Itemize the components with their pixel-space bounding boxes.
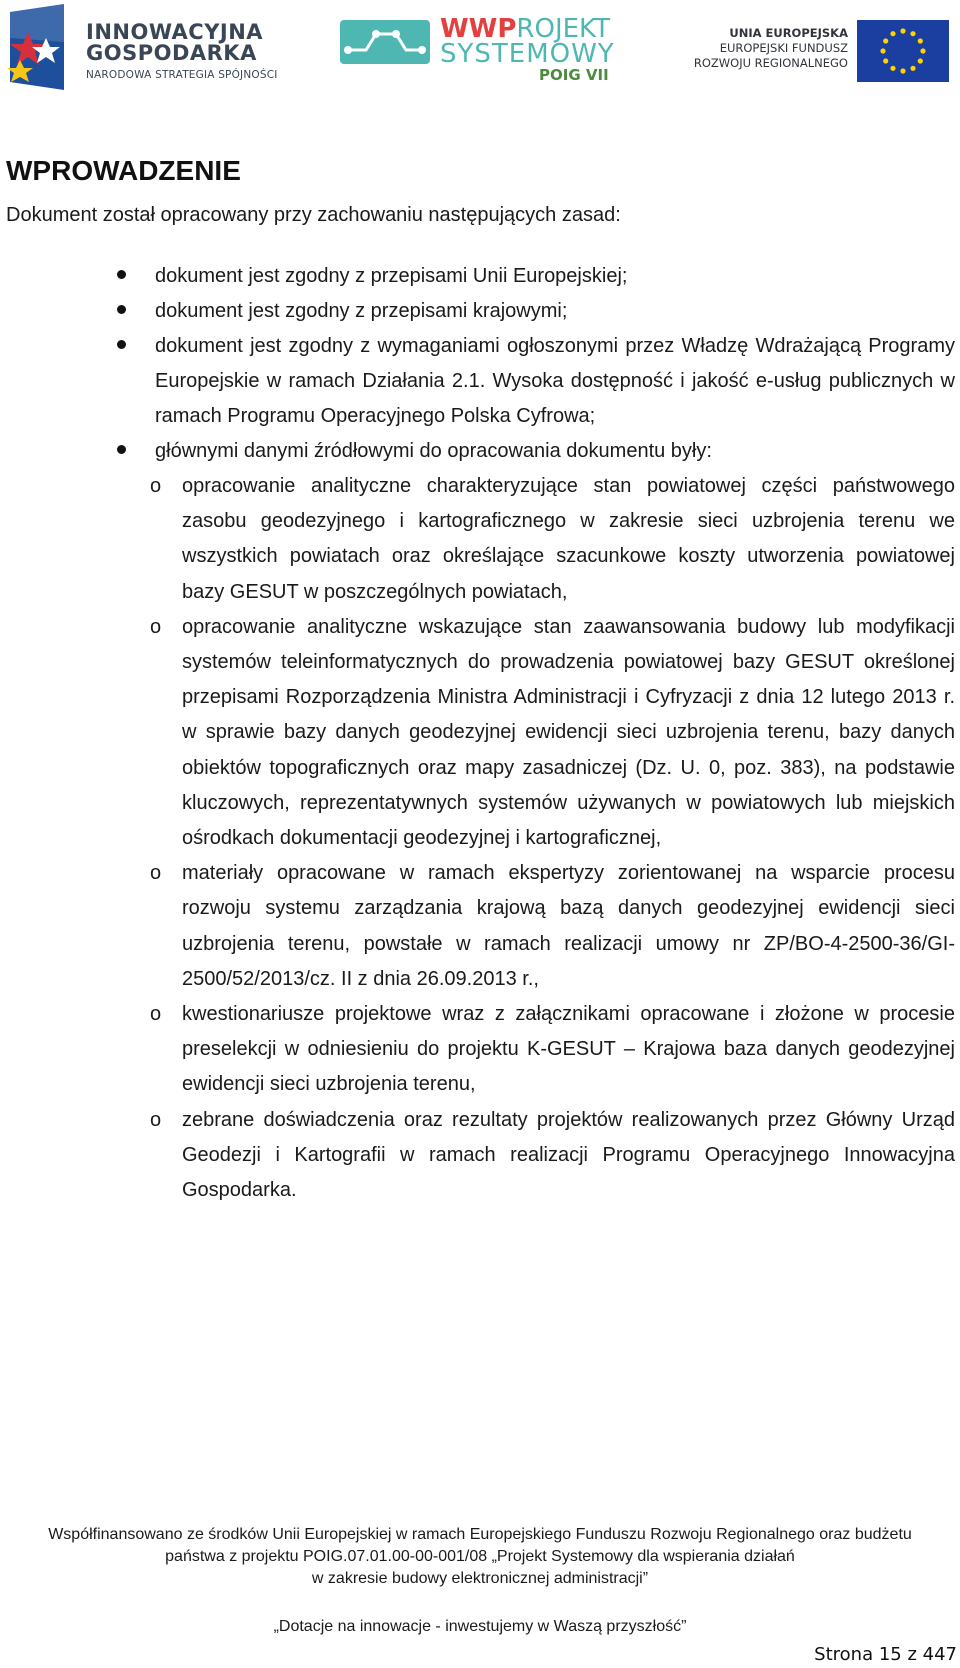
sublist-item: [0, 997, 960, 1103]
wwp-logo-line3: POIG VII: [539, 66, 609, 84]
sublist-item-text: opracowanie analityczne charakteryzujące stan powiatowej części państwowego zasobu geodezyjnego i kartograficznego w zakresie sieci uzbrojenia terenu we wszystkich powiatach oraz określające szacunkowe koszty utworzenia powiatowej bazy GESUT w poszczególnych powiatach,: [182, 475, 955, 603]
sublist-marker: o: [150, 862, 162, 885]
sublist-item-text: opracowanie analityczne wskazujące stan zaawansowania budowy lub modyfikacji systemów teleinformatycznych do prowadzenia powiatowej bazy GESUT określonej przepisami Rozporządzenia Ministra Administracji i Cyfryzacji z dnia 12 lutego 2013 r. w sprawie bazy danych geodezyjnej ewidencji sieci uzbrojenia terenu, bazy danych obiektów topograficznych oraz mapy zasadniczej (Dz. U. 0, poz. 383), na podstawie kluczowych, reprezentatywnych systemów używanych w powiatowych lub miejskich ośrodkach dokumentacji geodezyjnej i kartograficznej,: [182, 615, 955, 850]
bullet-icon: [117, 340, 126, 349]
eu-flag-icon: [857, 20, 949, 82]
section-title: WPROWADZENIE: [6, 155, 241, 186]
wwp-projekt-systemowy-logo: [340, 16, 640, 86]
sublist-marker: o: [150, 475, 162, 497]
wwp-logo-line2: SYSTEMOWY: [440, 39, 615, 69]
sublist-item: [0, 1103, 960, 1209]
innowacyjna-gospodarka-flag-icon: [6, 2, 68, 92]
intro-paragraph: Dokument został opracowany przy zachowaniu następujących zasad:: [6, 204, 621, 226]
footer-slogan: „Dotacje na innowacje - inwestujemy w Waszą przyszłość”: [273, 1618, 687, 1635]
wwp-logo-red-text: WWP: [440, 14, 517, 44]
sublist-item: [0, 469, 960, 610]
sublist-item-text: materiały opracowane w ramach ekspertyzy zorientowanej na wsparcie procesu rozwoju systemu zarządzania krajową bazą danych geodezyjnej ewidencji sieci uzbrojenia terenu, powstałe w ramach realizacji umowy nr ZP/BO-4-2500-36/GI-2500/52/2013/cz. II z dnia 26.09.2013 r.,: [182, 862, 955, 990]
footer-line3: w zakresie budowy elektronicznej administracji”: [311, 1570, 649, 1587]
sublist-item-text: kwestionariusze projektowe wraz z załącznikami opracowane i złożone w procesie preselekcji w odniesieniu do projektu K-GESUT – Krajowa baza danych geodezyjnej ewidencji sieci uzbrojenia terenu,: [182, 1003, 955, 1096]
page-header: [0, 0, 960, 100]
list-item-text: głównymi danymi źródłowymi do opracowania dokumentu były:: [155, 440, 712, 462]
bullet-icon: [117, 305, 126, 314]
principles-list: [0, 259, 960, 1208]
list-item: [0, 259, 960, 294]
sublist-item: [0, 856, 960, 997]
list-item: [0, 434, 960, 469]
sublist-item-text: zebrane doświadczenia oraz rezultaty projektów realizowanych przez Główny Urząd Geodezji i Kartografii w ramach realizacji Programu Operacyjnego Innowacyjna Gospodarka.: [182, 1108, 955, 1202]
list-item: [0, 329, 960, 434]
sublist-marker: o: [150, 615, 162, 638]
ig-logo-line3: NARODOWA STRATEGIA SPÓJNOŚCI: [86, 69, 278, 81]
footer-line1: Współfinansowano ze środków Unii Europejskiej w ramach Europejskiego Funduszu Rozwoju Regionalnego oraz budżetu: [48, 1526, 912, 1543]
unia-europejska-logo: [693, 20, 953, 84]
footer-line2: państwa z projektu POIG.07.01.00-00-001/08 „Projekt Systemowy dla wspierania działań: [165, 1548, 795, 1565]
page-number: Strona 15 z 447: [814, 1644, 957, 1665]
eu-logo-line3: ROZWOJU REGIONALNEGO: [693, 56, 848, 70]
innowacyjna-gospodarka-logo: [6, 2, 286, 92]
eu-logo-line1: UNIA EUROPEJSKA: [729, 26, 848, 40]
ig-logo-line1: INNOWACYJNA: [86, 20, 264, 44]
wwp-logo-teal-text: ROJEKT: [516, 14, 610, 44]
list-item-text: dokument jest zgodny z przepisami krajowymi;: [155, 300, 568, 322]
sublist-item: [0, 610, 960, 856]
bullet-icon: [117, 445, 126, 454]
ig-logo-line2: GOSPODARKA: [86, 41, 257, 65]
eu-logo-line2: EUROPEJSKI FUNDUSZ: [719, 41, 848, 55]
source-data-sublist: [0, 469, 960, 1208]
list-item-text: dokument jest zgodny z wymaganiami ogłoszonymi przez Władzę Wdrażającą Programy Europejskie w ramach Działania 2.1. Wysoka dostępność i jakość e-usług publicznych w ramach Programu Operacyjnego Polska Cyfrowa;: [155, 335, 955, 427]
sublist-marker: o: [150, 1108, 162, 1131]
sublist-marker: o: [150, 1003, 162, 1026]
list-item: [0, 294, 960, 329]
wwp-circuit-icon: [340, 20, 430, 64]
list-item-text: dokument jest zgodny z przepisami Unii Europejskiej;: [155, 265, 628, 287]
cofinancing-footer: [0, 1524, 960, 1590]
bullet-icon: [117, 270, 126, 279]
